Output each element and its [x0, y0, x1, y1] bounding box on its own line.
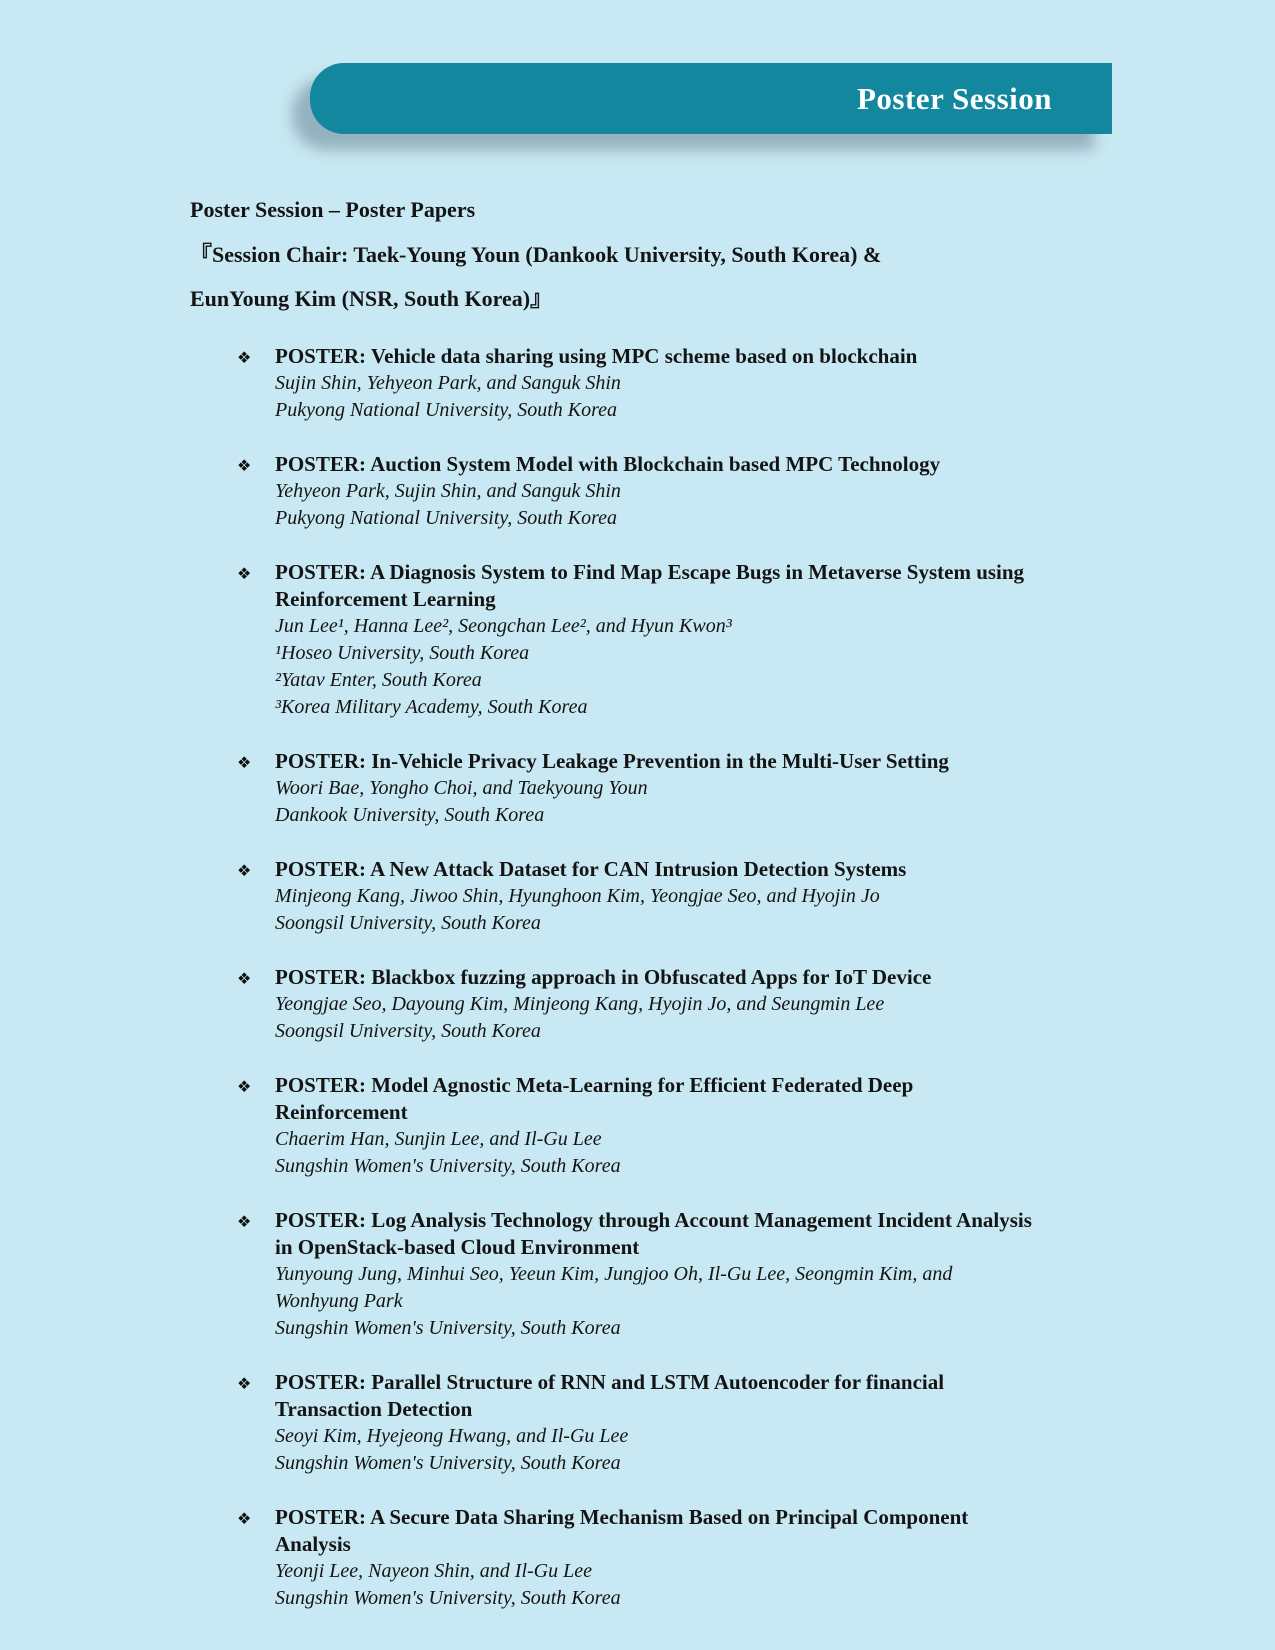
paper-meta-line: Soongsil University, South Korea	[275, 1020, 541, 1042]
list-item	[237, 748, 1070, 829]
paper-entry	[275, 1504, 1033, 1612]
paper-meta-line: Yunyoung Jung, Minhui Seo, Yeeun Kim, Jungjoo Oh, Il-Gu Lee, Seongmin Kim, and Wonhyung Park	[275, 1263, 953, 1312]
paper-meta-line: Sungshin Women's University, South Korea	[275, 1587, 621, 1609]
diamond-bullet-icon: ❖	[237, 969, 252, 988]
paper-meta-line: Woori Bae, Yongho Choi, and Taekyoung Youn	[275, 777, 648, 799]
paper-meta-line: Sungshin Women's University, South Korea	[275, 1452, 621, 1474]
paper-meta-line: Chaerim Han, Sunjin Lee, and Il-Gu Lee	[275, 1128, 602, 1150]
paper-meta-line: Dankook University, South Korea	[275, 804, 545, 826]
paper-entry	[275, 1072, 1033, 1180]
diamond-bullet-icon: ❖	[237, 1509, 252, 1528]
diamond-bullet-icon: ❖	[237, 861, 252, 880]
paper-entry	[275, 964, 931, 1045]
list-item	[237, 856, 1070, 937]
paper-meta-line: ¹Hoseo University, South Korea	[275, 642, 530, 664]
paper-meta-line: Pukyong National University, South Korea	[275, 399, 618, 421]
paper-entry	[275, 343, 917, 424]
paper-list	[190, 343, 1070, 1612]
paper-title: POSTER: A Diagnosis System to Find Map Escape Bugs in Metaverse System using Reinforcement Learning	[275, 560, 1025, 611]
poster-session-banner	[310, 63, 1112, 134]
paper-entry	[275, 451, 940, 532]
paper-meta-line: Sungshin Women's University, South Korea	[275, 1317, 621, 1339]
paper-meta-line: Yehyeon Park, Sujin Shin, and Sanguk Shin	[275, 480, 621, 502]
paper-meta-line: Jun Lee¹, Hanna Lee², Seongchan Lee², and Hyun Kwon³	[275, 615, 732, 637]
paper-meta-line: Yeonji Lee, Nayeon Shin, and Il-Gu Lee	[275, 1560, 593, 1582]
paper-meta-line: Minjeong Kang, Jiwoo Shin, Hyunghoon Kim, Yeongjae Seo, and Hyojin Jo	[275, 885, 880, 907]
list-item	[237, 1207, 1070, 1342]
paper-title: POSTER: In-Vehicle Privacy Leakage Prevention in the Multi-User Setting	[275, 749, 949, 773]
paper-meta-line: ²Yatav Enter, South Korea	[275, 669, 482, 691]
banner-title: Poster Session	[856, 80, 1052, 116]
content	[190, 196, 1070, 1639]
paper-entry	[275, 1369, 1033, 1477]
diamond-bullet-icon: ❖	[237, 1374, 252, 1393]
diamond-bullet-icon: ❖	[237, 456, 252, 475]
paper-entry	[275, 559, 1033, 721]
list-item	[237, 1369, 1070, 1477]
paper-title: POSTER: Auction System Model with Blockchain based MPC Technology	[275, 452, 941, 476]
paper-meta-line: Yeongjae Seo, Dayoung Kim, Minjeong Kang, Hyojin Jo, and Seungmin Lee	[275, 993, 885, 1015]
list-item	[237, 343, 1070, 424]
session-chair-line-2: EunYoung Kim (NSR, South Korea)』	[190, 286, 553, 311]
page-title: Poster Session – Poster Papers	[190, 197, 476, 222]
diamond-bullet-icon: ❖	[237, 753, 252, 772]
paper-entry	[275, 748, 949, 829]
paper-title: POSTER: Model Agnostic Meta-Learning for Efficient Federated Deep Reinforcement	[275, 1073, 914, 1124]
paper-title: POSTER: Log Analysis Technology through Account Management Incident Analysis in OpenStack-based Cloud Environment	[275, 1208, 1032, 1259]
diamond-bullet-icon: ❖	[237, 564, 252, 583]
session-chair-line-1: 『Session Chair: Taek-Young Youn (Dankook University, South Korea) &	[190, 242, 882, 267]
paper-title: POSTER: Parallel Structure of RNN and LSTM Autoencoder for financial Transaction Detection	[275, 1370, 945, 1421]
paper-meta-line: Sujin Shin, Yehyeon Park, and Sanguk Shin	[275, 372, 621, 394]
paper-meta-line: Seoyi Kim, Hyejeong Hwang, and Il-Gu Lee	[275, 1425, 629, 1447]
diamond-bullet-icon: ❖	[237, 1212, 252, 1231]
paper-title: POSTER: Blackbox fuzzing approach in Obfuscated Apps for IoT Device	[275, 965, 932, 989]
paper-meta-line: Soongsil University, South Korea	[275, 912, 541, 934]
diamond-bullet-icon: ❖	[237, 348, 252, 367]
paper-meta-line: Pukyong National University, South Korea	[275, 507, 618, 529]
diamond-bullet-icon: ❖	[237, 1077, 252, 1096]
paper-entry	[275, 1207, 1033, 1342]
paper-title: POSTER: A Secure Data Sharing Mechanism Based on Principal Component Analysis	[275, 1505, 969, 1556]
list-item	[237, 1072, 1070, 1180]
paper-title: POSTER: Vehicle data sharing using MPC scheme based on blockchain	[275, 344, 918, 368]
list-item	[237, 1504, 1070, 1612]
list-item	[237, 559, 1070, 721]
list-item	[237, 451, 1070, 532]
paper-meta-line: Sungshin Women's University, South Korea	[275, 1155, 621, 1177]
list-item	[237, 964, 1070, 1045]
paper-meta-line: ³Korea Military Academy, South Korea	[275, 696, 588, 718]
paper-title: POSTER: A New Attack Dataset for CAN Intrusion Detection Systems	[275, 857, 907, 881]
paper-entry	[275, 856, 906, 937]
